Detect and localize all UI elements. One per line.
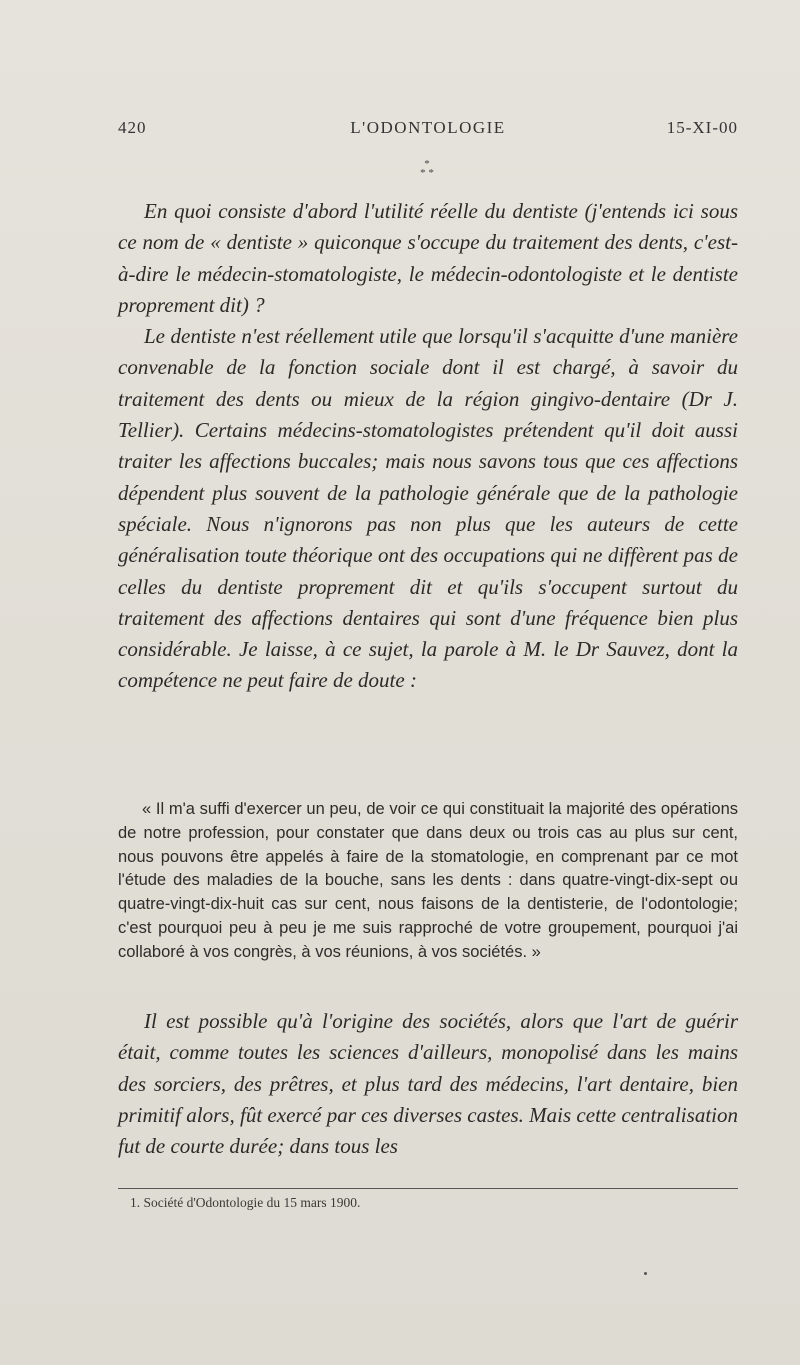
footnote: 1. Société d'Odontologie du 15 mars 1900. [130,1195,361,1210]
body-text-after-quote [118,1006,738,1162]
block-quote [118,798,738,965]
running-header [118,118,738,144]
page-speck [644,1272,647,1275]
paragraph: Il est possible qu'à l'origine des sociétés, alors que l'art de guérir était, comme toutes les sciences d'ailleurs, monopolisé dans les mains des sorciers, des prêtres, et plus tard des médecins, l'art dentaire, bien primitif alors, fût exercé par ces diverses castes. Mais cette centralisation fut de courte durée; dans tous les [118,1009,738,1159]
section-asterism: * * * [420,158,434,179]
paragraph: Le dentiste n'est réellement utile que lorsqu'il s'acquitte d'une manière convenable de la fonction sociale dont il est chargé, à savoir du traitement des dents ou mieux de la région gingivo-dentaire (Dr J. Tellier). Certains médecins-stomatologistes prétendent qu'il doit aussi traiter les affections buccales; mais nous savons tous que ces affections dépendent plus souvent de la pathologie générale que de la pathologie spéciale. Nous n'ignorons pas non plus que les auteurs de cette généralisation toute théorique ont des occupations qui ne diffèrent pas de celles du dentiste proprement dit et qu'ils s'occupent surtout du traitement des affections dentaires qui sont d'une fréquence bien plus considérable. Je laisse, à ce sujet, la parole à M. le Dr Sauvez, dont la compétence ne peut faire de doute : [118,324,738,693]
issue-date: 15-XI-00 [666,118,738,137]
paragraph: En quoi consiste d'abord l'utilité réelle du dentiste (j'entends ici sous ce nom de « dentiste » quiconque s'occupe du traitement des dents, c'est-à-dire le médecin-stomatologiste, le médecin-odontologiste et le dentiste proprement dit) ? [118,199,738,317]
body-text-before-quote [118,196,738,697]
journal-title: L'ODONTOLOGIE [350,118,506,137]
page-number: 420 [118,118,147,137]
footnote-rule [118,1188,738,1189]
quote-paragraph: « Il m'a suffi d'exercer un peu, de voir ce qui constituait la majorité des opérations de notre profession, pour constater que dans deux ou trois cas au plus sur cent, nous pouvons être appelés à faire de la stomatologie, en comprenant par ce mot l'étude des maladies de la bouche, sans les dents : dans quatre-vingt-dix-sept ou quatre-vingt-dix-huit cas sur cent, nous faisons de la dentisterie, de l'odontologie; c'est pourquoi peu à peu je me suis rapproché de votre groupement, pourquoi j'ai collaboré à vos congrès, à vos réunions, à vos sociétés. » [118,800,738,961]
